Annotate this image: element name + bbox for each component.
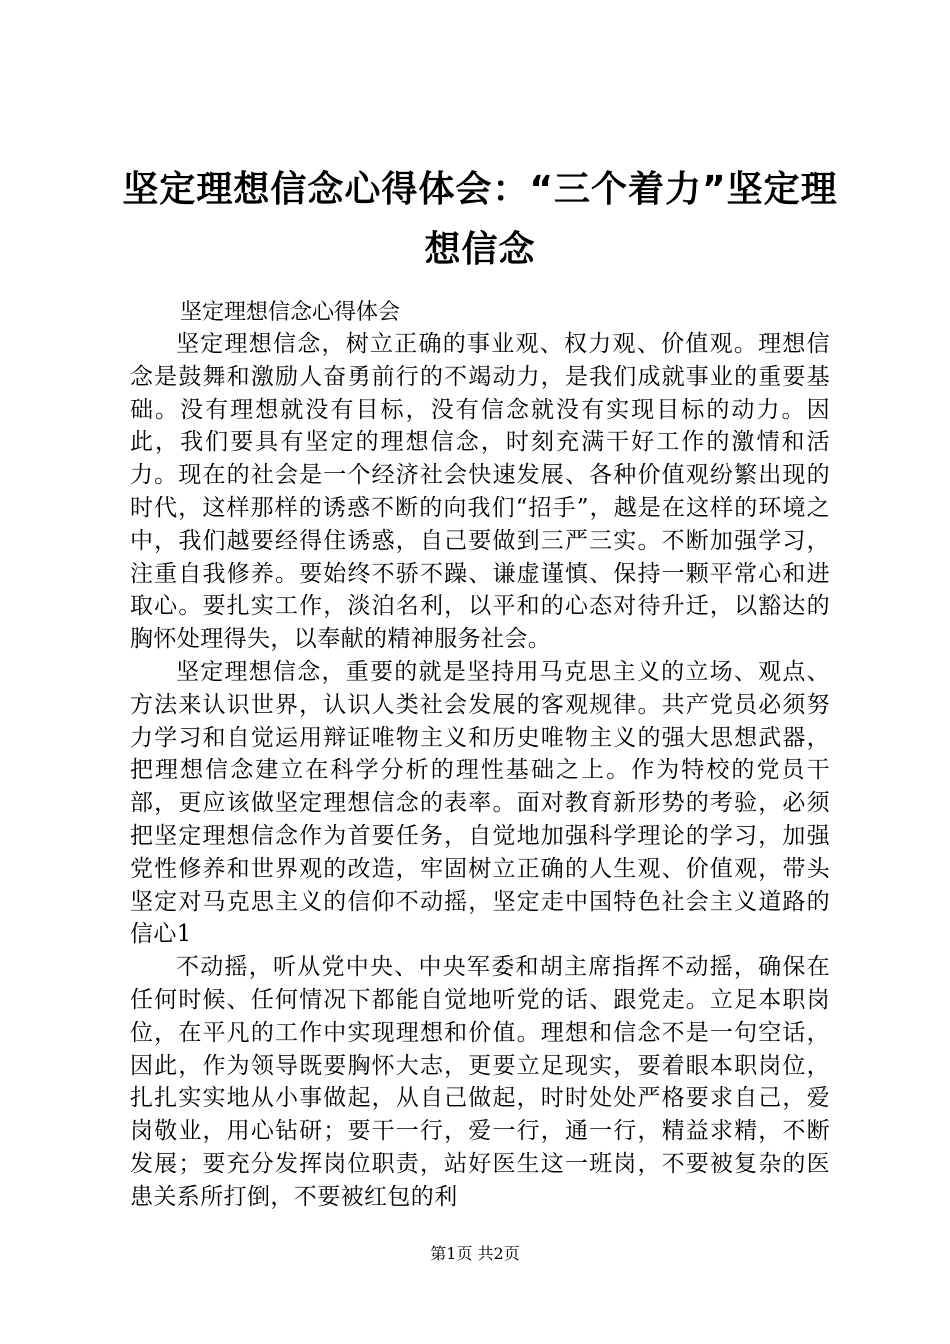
page-number-footer: 第1页 共2页 — [430, 1244, 520, 1263]
body-paragraph-1: 坚定理想信念，树立正确的事业观、权力观、价值观。理想信念是鼓舞和激励人奋勇前行的不竭动力，是我们成就事业的重要基础。没有理想就没有目标，没有信念就没有实现目标的动力。因此，我们要具有坚定的理想信念，时刻充满干好工作的激情和活力。现在的社会是一个经济社会快速发展、各种价值观纷繁出现的时代，这样那样的诱惑不断的向我们“招手”，越是在这样的环境之中，我们越要经得住诱惑，自己要做到三严三实。不断加强学习，注重自我修养。要始终不骄不躁、谦虚谨慎、保持一颗平常心和进取心。要扎实工作，淡泊名利，以平和的心态对待升迁，以豁达的胸怀处理得失，以奉献的精神服务社会。 — [130, 331, 830, 653]
body-paragraph-2: 坚定理想信念，重要的就是坚持用马克思主义的立场、观点、方法来认识世界，认识人类社会发展的客观规律。共产党员必须努力学习和自觉运用辩证唯物主义和历史唯物主义的强大思想武器，把理想信念建立在科学分析的理性基础之上。作为特校的党员干部，更应该做坚定理想信念的表率。面对教育新形势的考验，必须把坚定理想信念作为首要任务，自觉地加强科学理论的学习，加强党性修养和世界观的改造，牢固树立正确的人生观、价值观，带头坚定对马克思主义的信仰不动摇，坚定走中国特色社会主义道路的信心1 — [130, 658, 830, 948]
body-paragraph-3: 不动摇，听从党中央、中央军委和胡主席指挥不动摇，确保在任何时候、任何情况下都能自觉地听党的话、跟党走。立足本职岗位，在平凡的工作中实现理想和价值。理想和信念不是一句空话，因此，作为领导既要胸怀大志，更要立足现实，要着眼本职岗位，扎扎实实地从小事做起，从自己做起，时时处处严格要求自己，爱岗敬业，用心钻研；要干一行，爱一行，通一行，精益求精，不断发展；要充分发挥岗位职责，站好医生这一班岗，不要被复杂的医患关系所打倒，不要被红包的利 — [130, 954, 830, 1210]
document-title: 坚定理想信念心得体会：“三个着力”坚定理想信念 — [122, 169, 838, 270]
document-body — [130, 328, 830, 1214]
document-subtitle: 坚定理想信念心得体会 — [180, 300, 401, 325]
